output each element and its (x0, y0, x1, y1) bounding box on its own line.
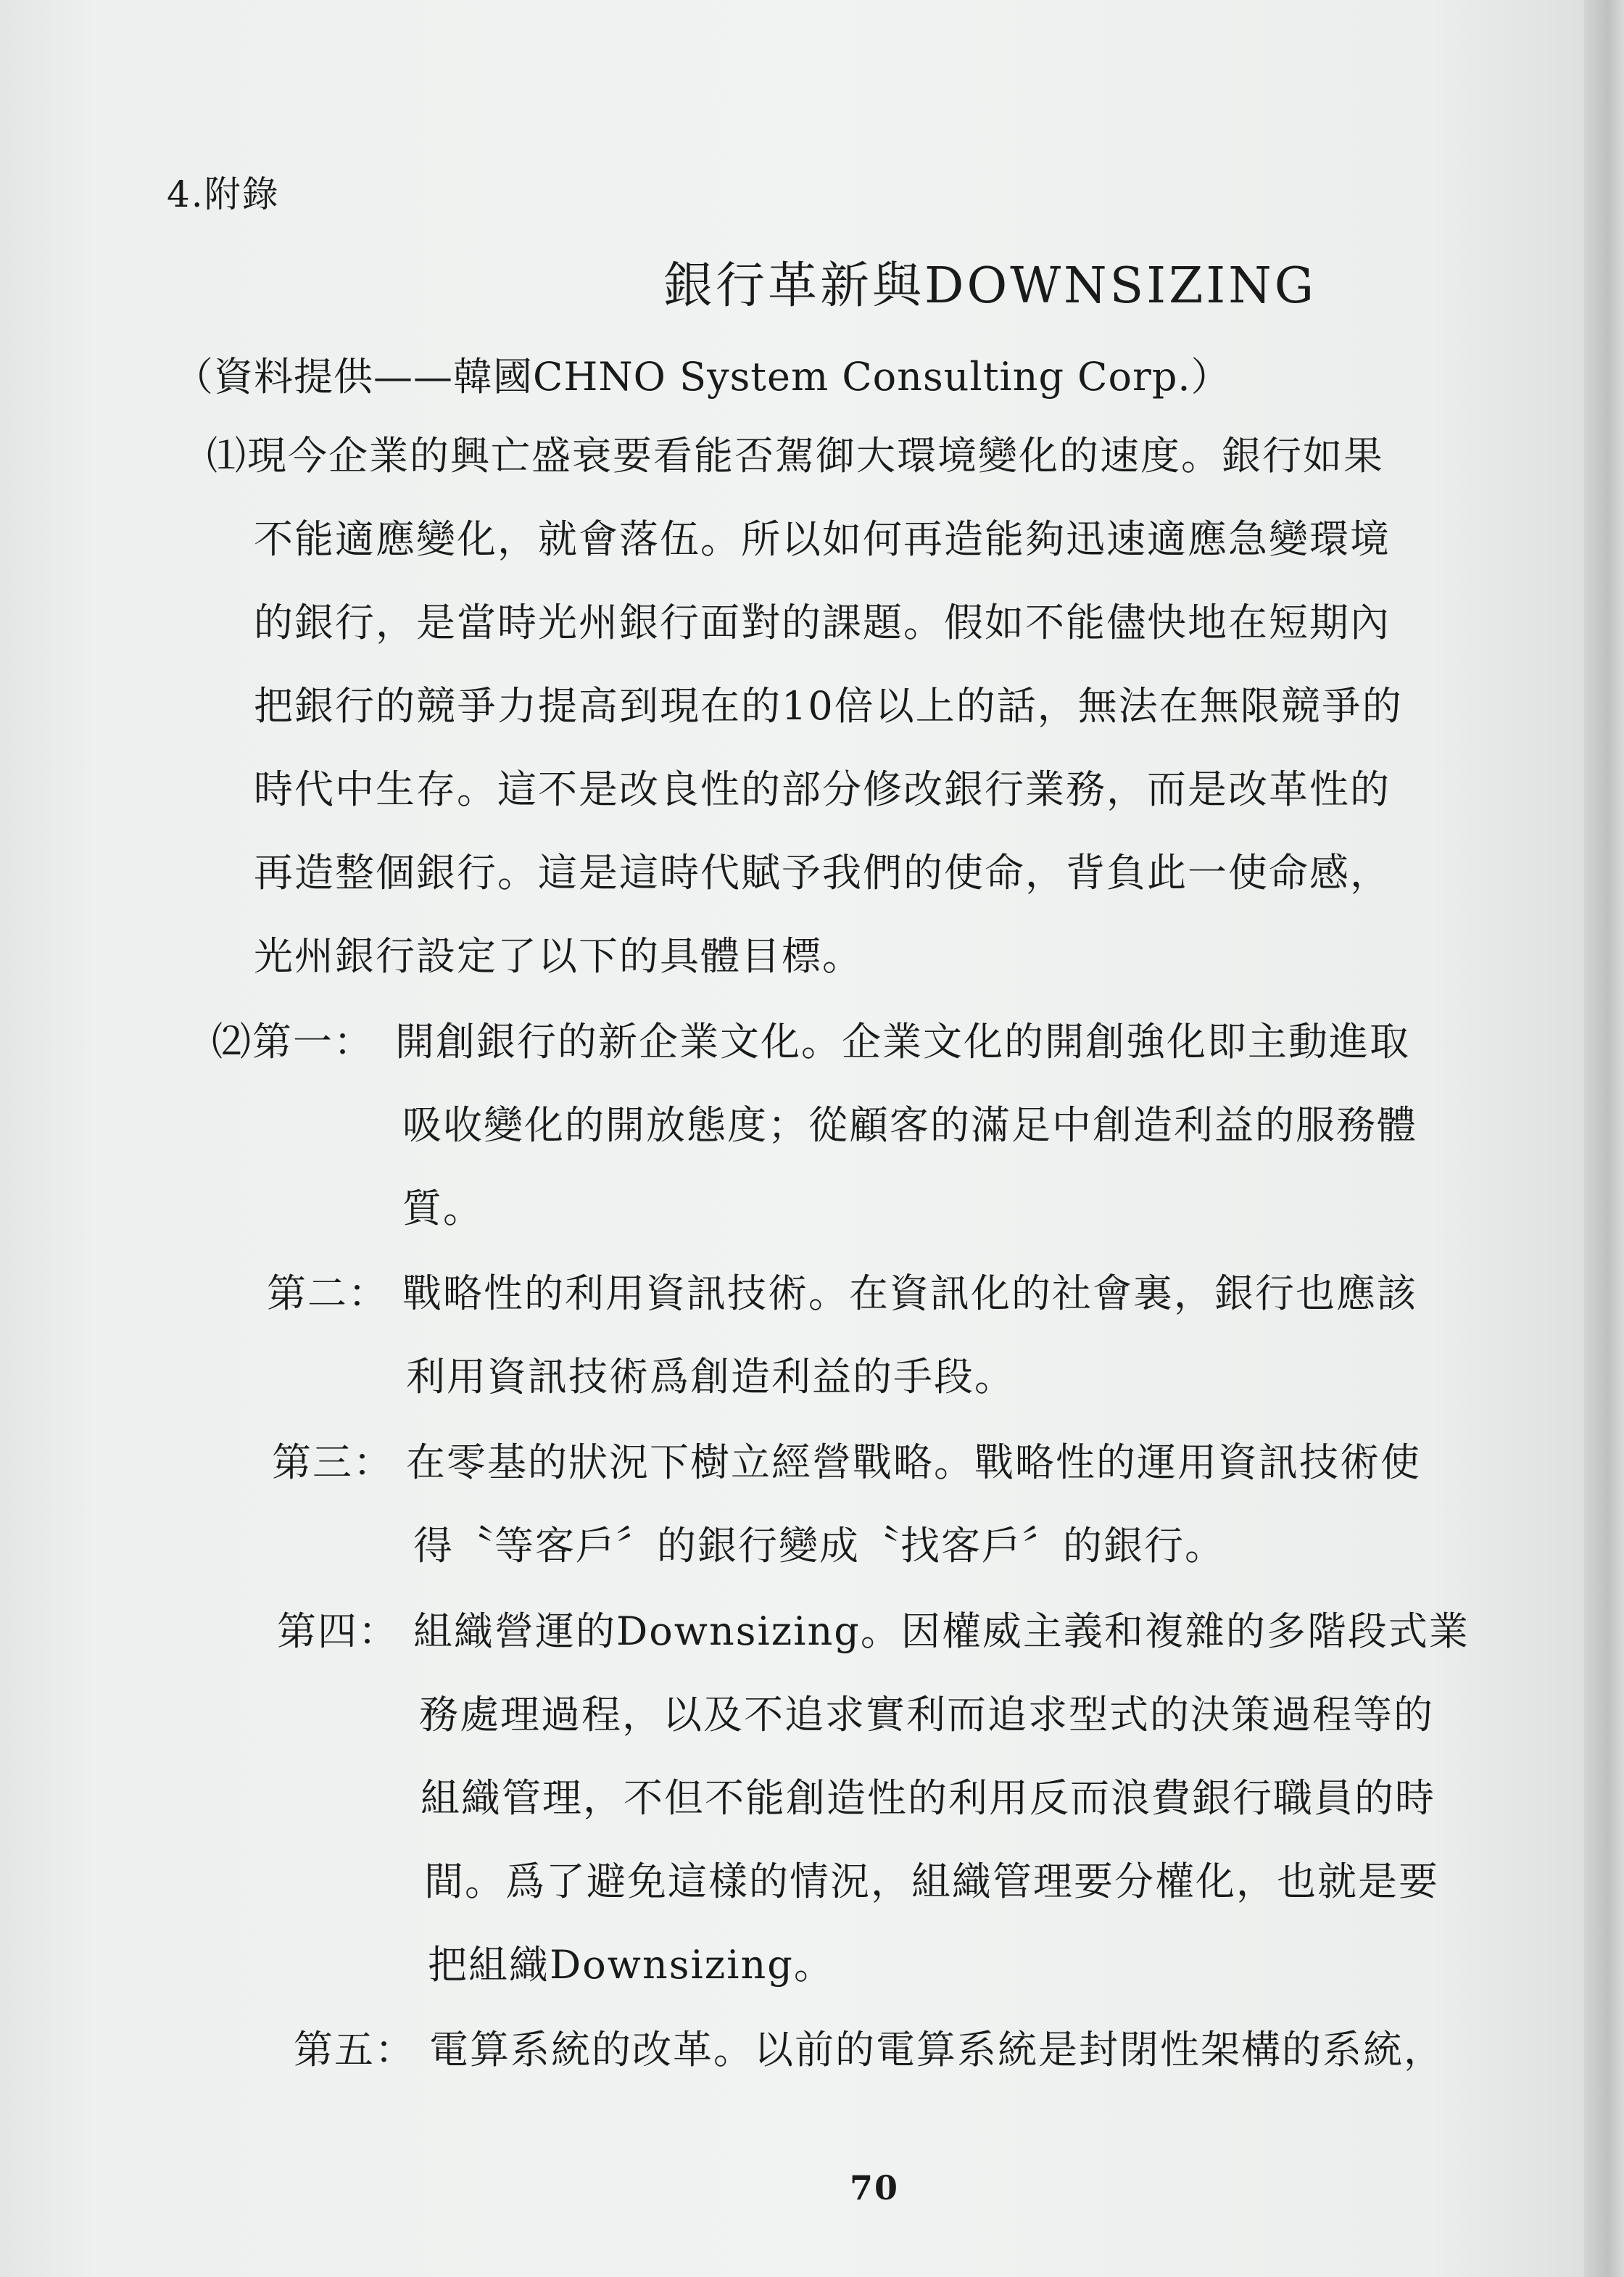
goal-1-line-3: 質。 (402, 1186, 484, 1231)
p1-line-2: 不能適應變化，就會落伍。所以如何再造能夠迅速適應急變環境 (254, 516, 1391, 562)
p1-line-4: 把銀行的競爭力提高到現在的10倍以上的話，無法在無限競爭的 (254, 683, 1403, 729)
goal-4-line-5: 把組織Downsizing。 (428, 1942, 834, 1988)
p1-line-6: 再造整個銀行。這是這時代賦予我們的使命，背負此一使命感， (254, 850, 1391, 896)
goal-1-line-1: 開創銀行的新企業文化。企業文化的開創強化即主動進取 (395, 1019, 1410, 1065)
source-credit: （資料提供——韓國CHNO System Consulting Corp.） (174, 354, 1231, 400)
goal-1-line-2: 吸收變化的開放態度；從顧客的滿足中創造利益的服務體 (402, 1102, 1417, 1148)
document-title: 銀行革新與DOWNSIZING (663, 257, 1317, 315)
goal-4-line-2: 務處理過程，以及不追求實利而追求型式的決策過程等的 (419, 1692, 1434, 1737)
p1-line-3: 的銀行，是當時光州銀行面對的課題。假如不能儘快地在短期內 (254, 600, 1391, 645)
page-number: 70 (850, 2168, 900, 2207)
goal-3-label: 第三： (272, 1439, 394, 1485)
goal-5-line-1: 電算系統的改革。以前的電算系統是封閉性架構的系統， (429, 2027, 1444, 2073)
goal-2-line-2: 利用資訊技術爲創造利益的手段。 (406, 1354, 1015, 1400)
goal-4-line-4: 間。爲了避免這樣的情況，組織管理要分權化，也就是要 (424, 1859, 1439, 1904)
goal-4-label: 第四： (277, 1608, 399, 1654)
p1-line-5: 時代中生存。這不是改良性的部分修改銀行業務，而是改革性的 (254, 766, 1391, 812)
goal-1-label: ⑵第一： (212, 1019, 374, 1065)
goal-2-line-1: 戰略性的利用資訊技術。在資訊化的社會裏，銀行也應該 (402, 1270, 1417, 1316)
goal-4-line-1: 組織營運的Downsizing。因權威主義和複雜的多階段式業 (413, 1608, 1470, 1654)
goal-5-label: 第五： (294, 2027, 415, 2073)
section-label: 4.附錄 (167, 173, 280, 215)
goal-2-label: 第二： (267, 1270, 389, 1316)
goal-4-line-3: 組織管理，不但不能創造性的利用反而浪費銀行職員的時 (420, 1775, 1436, 1821)
book-gutter-shadow (1584, 0, 1624, 2277)
p1-line-7: 光州銀行設定了以下的具體目標。 (254, 933, 863, 979)
p1-line-1: ⑴現今企業的興亡盛衰要看能否駕御大環境變化的速度。銀行如果 (207, 433, 1384, 479)
goal-3-line-1: 在零基的狀況下樹立經營戰略。戰略性的運用資訊技術使 (406, 1439, 1421, 1485)
goal-3-line-2: 得〝等客戶〞的銀行變成〝找客戶〞的銀行。 (413, 1523, 1225, 1569)
